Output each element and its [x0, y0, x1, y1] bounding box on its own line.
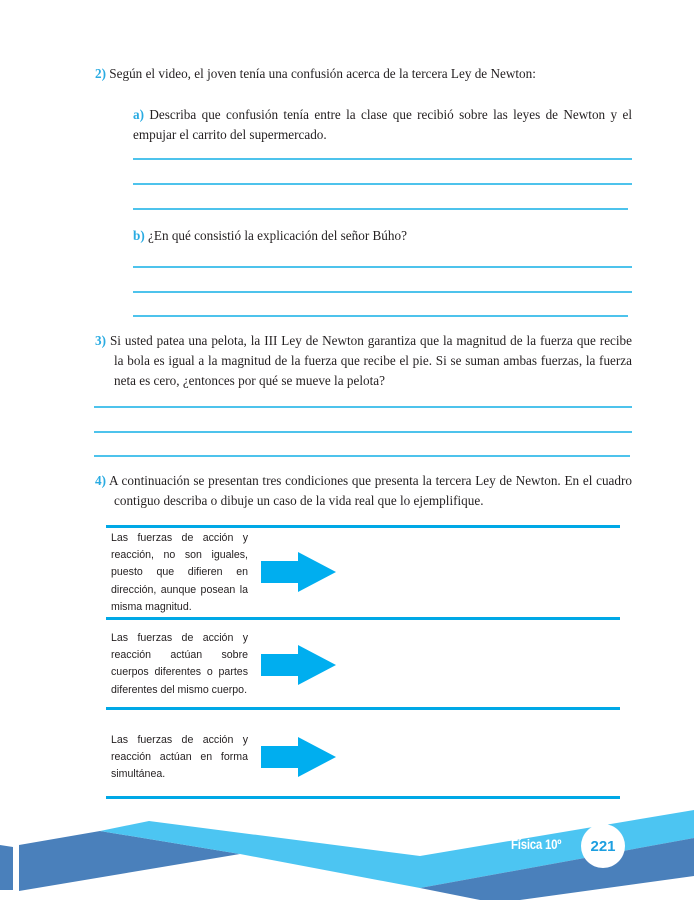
- answer-line-q2b-3[interactable]: [133, 315, 628, 317]
- answer-line-q2a-3[interactable]: [133, 208, 628, 210]
- answer-line-q3-3[interactable]: [94, 455, 630, 457]
- condition-2-text: Las fuerzas de acción y reacción actúan sobre cuerpos diferentes o partes diferentes del mismo cuerpo.: [111, 632, 248, 696]
- condition-1-text: Las fuerzas de acción y reacción, no son iguales, puesto que difieren en dirección, aunque posean la misma magnitud.: [111, 532, 248, 613]
- question-text: A continuación se presentan tres condiciones que presenta la tercera Ley de Newton. En el cuadro contiguo describa o dibuje un caso de la vida real que lo ejemplifique.: [109, 473, 632, 508]
- question-2: [95, 64, 635, 84]
- subquestion-text: ¿En qué consistió la explicación del señor Búho?: [148, 228, 407, 243]
- question-number: 4): [95, 473, 106, 488]
- subquestion-text: Describa que confusión tenía entre la clase que recibió sobre las leyes de Newton y el empujar el carrito del supermercado.: [133, 107, 633, 142]
- question-2b: [133, 226, 632, 246]
- answer-line-q3-2[interactable]: [94, 431, 632, 433]
- answer-line-q2b-1[interactable]: [133, 266, 632, 268]
- table-rule-2: [106, 707, 620, 710]
- question-2a: [133, 105, 632, 145]
- subquestion-label: b): [133, 228, 145, 243]
- arrow-right-icon: [261, 552, 336, 592]
- answer-line-q3-1[interactable]: [94, 406, 632, 408]
- question-4: [95, 471, 632, 511]
- page-number: 221: [590, 837, 616, 855]
- answer-line-q2a-1[interactable]: [133, 158, 632, 160]
- question-text: Si usted patea una pelota, la III Ley de Newton garantiza que la magnitud de la fuerza que recibe la bola es igual a la magnitud de la fuerza que recibe el pie. Si se suman ambas fuerzas, la fuerza neta es cero, ¿entonces por qué se mueve la pelota?: [109, 333, 633, 388]
- subject-label: Física 10º: [511, 836, 562, 852]
- answer-line-q2b-2[interactable]: [133, 291, 632, 293]
- table-rule-1: [106, 617, 620, 620]
- question-number: 2): [95, 66, 106, 81]
- condition-2-answer-box[interactable]: [345, 622, 615, 704]
- condition-3-answer-box[interactable]: [345, 712, 615, 794]
- condition-1-answer-box[interactable]: [345, 530, 615, 615]
- answer-line-q2a-2[interactable]: [133, 183, 632, 185]
- arrow-right-icon: [261, 737, 336, 777]
- table-rule-top: [106, 525, 620, 528]
- question-3: [95, 331, 632, 391]
- table-rule-bottom: [106, 796, 620, 799]
- question-text: Según el video, el joven tenía una confusión acerca de la tercera Ley de Newton:: [109, 66, 536, 81]
- subquestion-label: a): [133, 107, 144, 122]
- arrow-right-icon: [261, 645, 336, 685]
- question-number: 3): [95, 333, 106, 348]
- page-number-badge: [581, 824, 625, 868]
- condition-3-text: Las fuerzas de acción y reacción actúan en forma simultánea.: [111, 734, 248, 781]
